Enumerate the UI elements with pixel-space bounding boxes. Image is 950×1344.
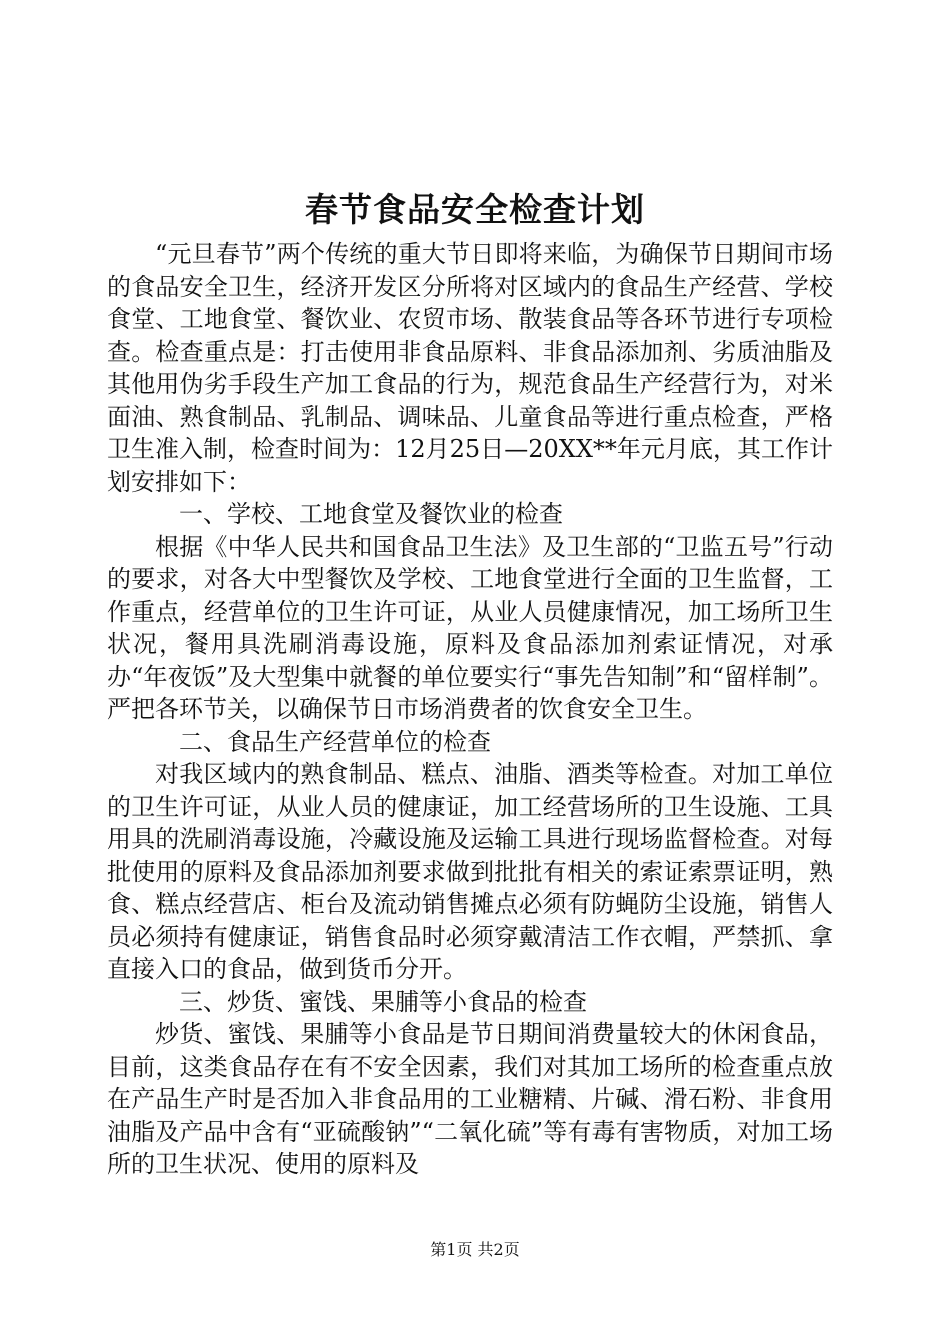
section-paragraph-1: 根据《中华人民共和国食品卫生法》及卫生部的“卫监五号”行动的要求，对各大中型餐饮及学校、工地食堂进行全面的卫生监督，工作重点，经营单位的卫生许可证，从业人员健康情况，加工场所卫生状况，餐用具洗刷消毒设施，原料及食品添加剂索证情况，对承办“年夜饭”及大型集中就餐的单位要实行“事先告知制”和“留样制”。严把各环节关，以确保节日市场消费者的饮食安全卫生。: [107, 532, 833, 723]
section-heading-2: 二、食品生产经营单位的检查: [179, 727, 491, 756]
section-paragraph-2: 对我区域内的熟食制品、糕点、油脂、酒类等检查。对加工单位的卫生许可证，从业人员的健康证，加工经营场所的卫生设施、工具用具的洗刷消毒设施，冷藏设施及运输工具进行现场监督检查。对每批使用的原料及食品添加剂要求做到批批有相关的索证索票证明，熟食、糕点经营店、柜台及流动销售摊点必须有防蝇防尘设施，销售人员必须持有健康证，销售食品时必须穿戴清洁工作衣帽，严禁抓、拿直接入口的食品，做到货币分开。: [107, 760, 833, 983]
section-heading-3: 三、炒货、蜜饯、果脯等小食品的检查: [179, 987, 587, 1016]
section-paragraph-3: 炒货、蜜饯、果脯等小食品是节日期间消费量较大的休闲食品，目前，这类食品存在有不安全因素，我们对其加工场所的检查重点放在产品生产时是否加入非食品用的工业糖精、片碱、滑石粉、非食用油脂及产品中含有“亚硫酸钠”“二氧化硫”等有毒有害物质，对加工场所的卫生状况、使用的原料及: [107, 1020, 833, 1178]
intro-paragraph: “元旦春节”两个传统的重大节日即将来临，为确保节日期间市场的食品安全卫生，经济开发区分所将对区域内的食品生产经营、学校食堂、工地食堂、餐饮业、农贸市场、散装食品等各环节进行专项检查。检查重点是：打击使用非食品原料、非食品添加剂、劣质油脂及其他用伪劣手段生产加工食品的行为，规范食品生产经营行为，对米面油、熟食制品、乳制品、调味品、儿童食品等进行重点检查，严格卫生准入制，检查时间为：12月25日—20XX**年元月底，其工作计划安排如下：: [107, 240, 833, 496]
section-heading-1: 一、学校、工地食堂及餐饮业的检查: [179, 500, 563, 528]
document-body: [107, 238, 833, 1181]
document-title: 春节食品安全检查计划: [305, 190, 645, 229]
page-number-footer: 第1页 共2页: [430, 1240, 520, 1259]
